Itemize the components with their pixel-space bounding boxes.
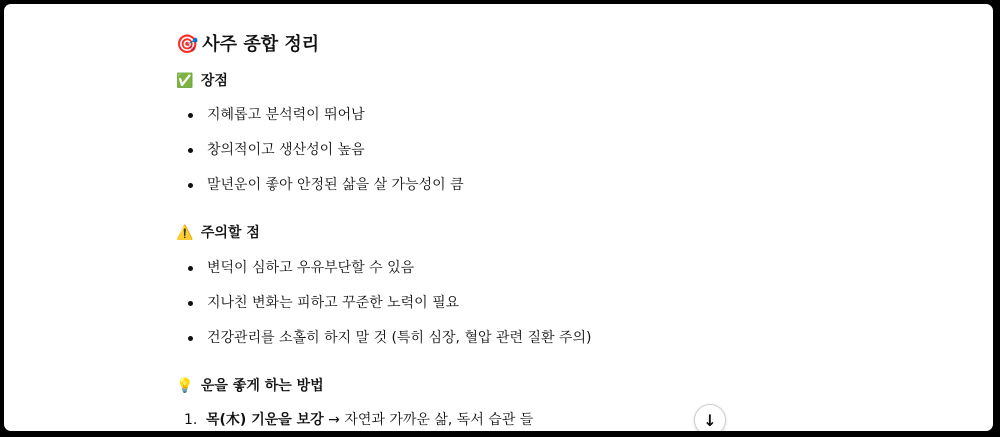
luck-heading bbox=[176, 375, 324, 395]
cautions-heading-text: 주의할 점 bbox=[200, 225, 260, 241]
check-icon: ✅ bbox=[176, 73, 194, 89]
list-item: 창의적이고 생산성이 높음 bbox=[172, 140, 464, 175]
lightbulb-icon: 💡 bbox=[176, 378, 194, 394]
cautions-heading bbox=[176, 222, 260, 242]
list-item: 지혜롭고 분석력이 뛰어남 bbox=[172, 105, 464, 140]
strengths-list bbox=[172, 105, 464, 210]
arrow-down-icon: ↓ bbox=[703, 410, 717, 430]
target-icon: 🎯 bbox=[176, 34, 199, 55]
list-item-text: → 자연과 가까운 삶, 독서 습관 들 bbox=[323, 412, 534, 428]
list-item: 변덕이 심하고 우유부단할 수 있음 bbox=[172, 258, 591, 293]
luck-heading-text: 운을 좋게 하는 방법 bbox=[200, 378, 324, 394]
strengths-heading bbox=[176, 70, 228, 90]
page-title bbox=[176, 30, 319, 56]
list-item: 건강관리를 소홀히 하지 말 것 (특히 심장, 혈압 관련 질환 주의) bbox=[172, 328, 591, 363]
list-item: 지나친 변화는 피하고 꾸준한 노력이 필요 bbox=[172, 293, 591, 328]
title-text: 사주 종합 정리 bbox=[202, 34, 320, 55]
chat-message-panel bbox=[4, 4, 993, 431]
list-item: 말년운이 좋아 안정된 삶을 살 가능성이 큼 bbox=[172, 175, 464, 210]
list-number: 1. bbox=[184, 412, 198, 428]
cautions-list bbox=[172, 258, 591, 363]
warning-icon: ⚠️ bbox=[176, 225, 194, 241]
list-item-bold: 목(木) 기운을 보강 bbox=[206, 412, 324, 428]
numbered-list-item bbox=[184, 410, 533, 430]
strengths-heading-text: 장점 bbox=[200, 73, 228, 89]
scroll-to-bottom-button[interactable] bbox=[694, 404, 726, 431]
